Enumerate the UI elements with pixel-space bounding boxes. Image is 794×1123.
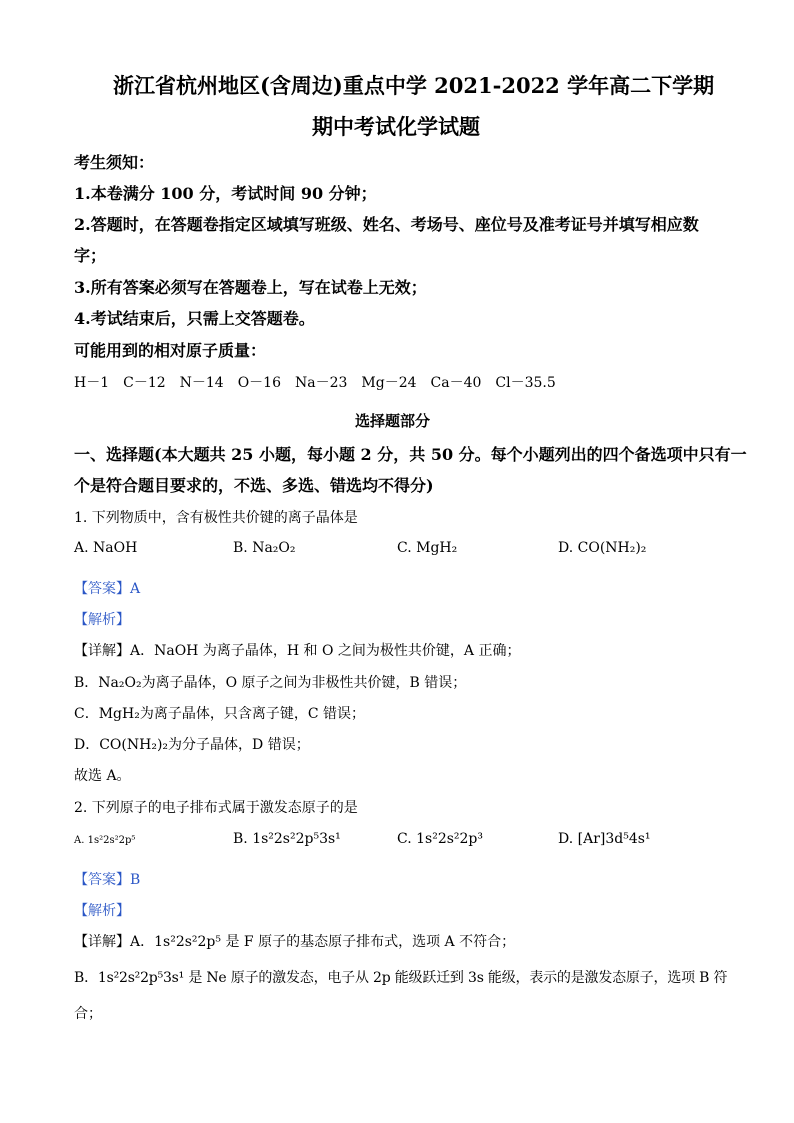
page-subtitle: 期中考试化学试题 xyxy=(312,114,480,139)
page-title: 浙江省杭州地区(含周边)重点中学 2021-2022 学年高二下学期 xyxy=(113,73,715,98)
q1-detail-3: C．MgH₂为离子晶体，只含离子键，C 错误； xyxy=(74,706,365,722)
q1-option-a: A. NaOH xyxy=(74,540,138,556)
notice-item-2-cont: 字； xyxy=(74,246,107,265)
q2-options xyxy=(74,831,734,853)
q1-option-c: C. MgH₂ xyxy=(397,540,458,556)
q2-option-d: D. [Ar]3d⁵4s¹ xyxy=(558,831,651,847)
q2-option-c: C. 1s²2s²2p³ xyxy=(397,831,484,847)
q1-conclusion: 故选 A。 xyxy=(74,768,131,784)
q1-detail-2: B．Na₂O₂为离子晶体，O 原子之间为非极性共价键，B 错误； xyxy=(74,675,467,691)
notice-heading: 考生须知： xyxy=(74,153,155,172)
q1-stem: 1. 下列物质中，含有极性共价键的离子晶体是 xyxy=(74,510,358,526)
atomic-mass-heading: 可能用到的相对原子质量： xyxy=(74,341,267,360)
notice-item-2: 2.答题时，在答题卷指定区域填写班级、姓名、考场号、座位号及准考证号并填写相应数 xyxy=(74,215,699,234)
q2-stem: 2. 下列原子的电子排布式属于激发态原子的是 xyxy=(74,800,358,816)
q2-analysis-label: 【解析】 xyxy=(74,903,130,919)
q1-answer: 【答案】A xyxy=(74,581,141,597)
q2-answer: 【答案】B xyxy=(74,872,141,888)
q1-detail-4: D．CO(NH₂)₂为分子晶体，D 错误； xyxy=(74,737,310,753)
section-intro-line-1: 一、选择题(本大题共 25 小题，每小题 2 分，共 50 分。每个小题列出的四个备选项中只有一 xyxy=(74,445,747,464)
q2-detail-1: 【详解】A．1s²2s²2p⁵ 是 F 原子的基态原子排布式，选项 A 不符合； xyxy=(74,934,516,950)
q2-detail-2: B．1s²2s²2p⁵3s¹ 是 Ne 原子的激发态，电子从 2p 能级跃迁到 3s 能级，表示的是激发态原子，选项 B 符 xyxy=(74,970,728,986)
q1-option-d: D. CO(NH₂)₂ xyxy=(558,540,647,556)
q1-options xyxy=(74,540,734,562)
q2-option-a xyxy=(74,831,135,847)
notice-item-1: 1.本卷满分 100 分，考试时间 90 分钟； xyxy=(74,184,377,203)
q1-option-b: B. Na₂O₂ xyxy=(233,540,296,556)
q2-detail-2-cont: 合； xyxy=(74,1006,102,1022)
q1-analysis-label: 【解析】 xyxy=(74,612,130,628)
q1-detail-1: 【详解】A．NaOH 为离子晶体，H 和 O 之间为极性共价键，A 正确； xyxy=(74,643,521,659)
section-title: 选择题部分 xyxy=(355,412,431,430)
q2-option-b: B. 1s²2s²2p⁵3s¹ xyxy=(233,831,341,847)
section-intro-line-2: 个是符合题目要求的，不选、多选、错选均不得分) xyxy=(74,476,434,495)
notice-item-3: 3.所有答案必须写在答题卷上，写在试卷上无效； xyxy=(74,278,427,297)
q2-option-a-text: A. 1s²2s²2p⁵ xyxy=(74,835,136,846)
atomic-mass-list: H－1 C－12 N－14 O－16 Na－23 Mg－24 Ca－40 Cl－35.5 xyxy=(74,375,556,391)
notice-item-4: 4.考试结束后，只需上交答题卷。 xyxy=(74,309,315,328)
